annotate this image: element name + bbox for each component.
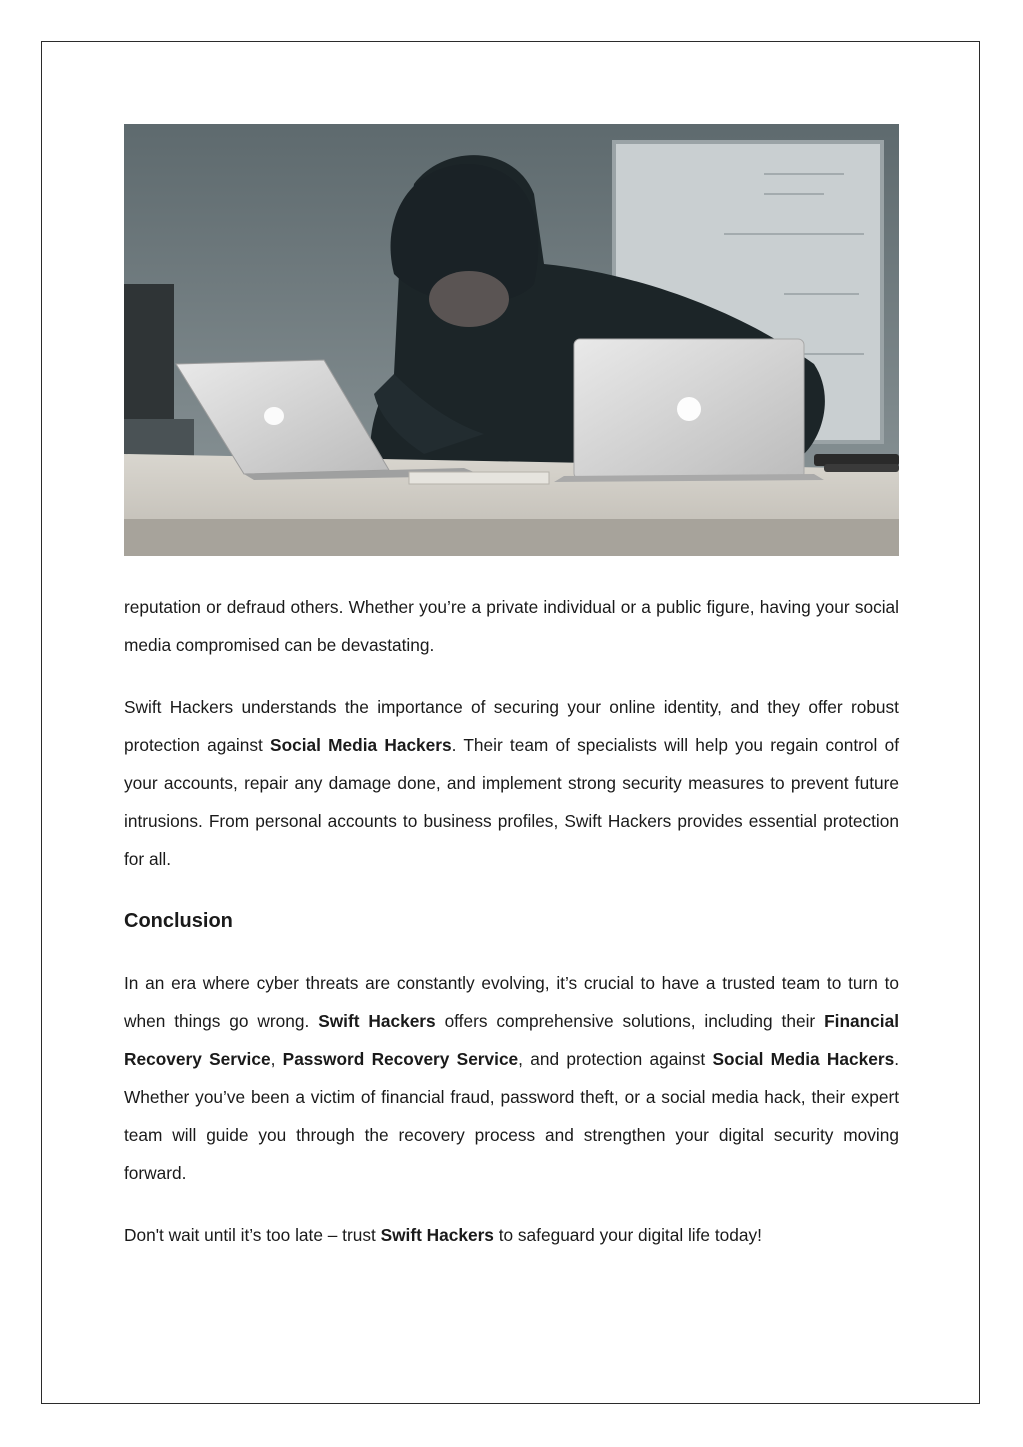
bold-swift-hackers: Swift Hackers bbox=[318, 1011, 436, 1031]
paragraph-text: Swift Hackers understands the importance of securing your online identity, and they offer robust protection against bbox=[124, 697, 899, 755]
conclusion-heading: Conclusion bbox=[124, 910, 233, 932]
paragraph-social-media-compromised bbox=[124, 588, 899, 664]
paragraph-text: , bbox=[270, 1049, 283, 1069]
paragraph-conclusion-summary bbox=[124, 964, 899, 1192]
bold-password-recovery-service: Password Recovery Service bbox=[282, 1049, 519, 1069]
bold-social-media-hackers: Social Media Hackers bbox=[712, 1049, 895, 1069]
paragraph-call-to-action bbox=[124, 1216, 899, 1254]
paragraph-text: . Whether you’ve been a victim of financial fraud, password theft, or a social media hack, their expert team will guide you through the recovery process and strengthen your digital security moving forward. bbox=[124, 1049, 899, 1183]
article-content bbox=[124, 588, 899, 1278]
paragraph-text: . Their team of specialists will help you regain control of your accounts, repair any damage done, and implement strong security measures to prevent future intrusions. From personal accounts to business profiles, Swift Hackers provides essential protection for all. bbox=[124, 735, 899, 869]
hooded-hacker-with-laptops-photo-icon bbox=[124, 124, 899, 556]
paragraph-swift-hackers-protection bbox=[124, 688, 899, 878]
paragraph-text: to safeguard your digital life today! bbox=[493, 1225, 762, 1245]
paragraph-text: reputation or defraud others. Whether you’re a private individual or a public figure, having your social media compromised can be devastating. bbox=[124, 597, 899, 655]
paragraph-text: offers comprehensive solutions, including their bbox=[435, 1011, 825, 1031]
bold-financial-recovery-service: Financial Recovery Service bbox=[124, 1011, 899, 1069]
hacker-photo bbox=[124, 124, 899, 556]
paragraph-text: , and protection against bbox=[518, 1049, 713, 1069]
paragraph-text: In an era where cyber threats are constantly evolving, it’s crucial to have a trusted team to turn to when things go wrong. bbox=[124, 973, 899, 1031]
bold-swift-hackers: Swift Hackers bbox=[380, 1225, 494, 1245]
paragraph-text: Don't wait until it’s too late – trust bbox=[124, 1225, 381, 1245]
bold-social-media-hackers: Social Media Hackers bbox=[270, 735, 452, 755]
